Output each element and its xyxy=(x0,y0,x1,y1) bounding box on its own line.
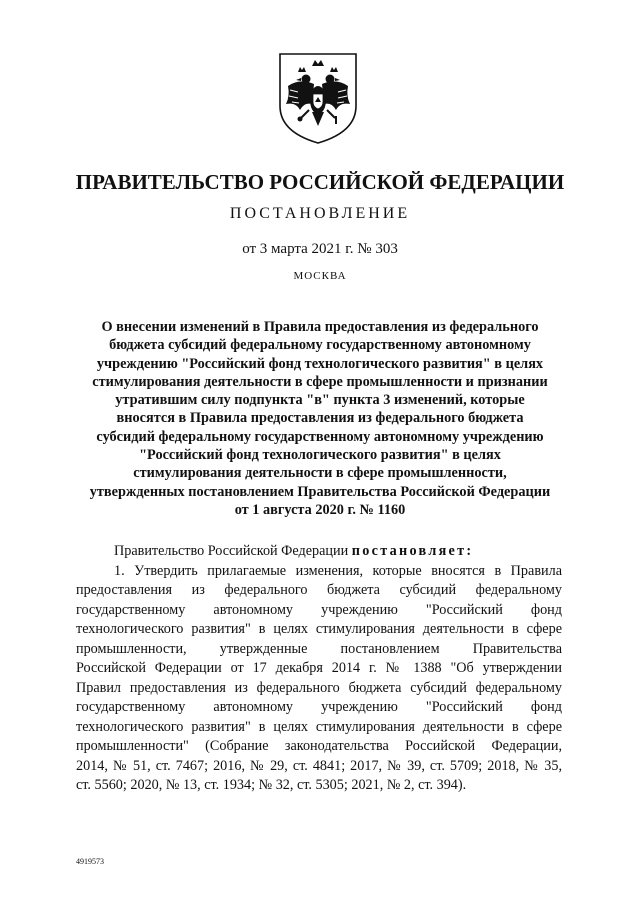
paragraph-line: Правил предоставления из федерального бюджета субсидий федеральному xyxy=(76,679,562,696)
subject-line: утратившим силу подпункта "в" пункта 3 изменений, которые xyxy=(115,392,525,409)
document-type: ПОСТАНОВЛЕНИЕ xyxy=(229,205,411,222)
subject-line: "Российский фонд технологического развития" в целях xyxy=(139,447,501,464)
document-city: МОСКВА xyxy=(293,270,347,282)
subject-line: субсидий федеральному государственному автономному учреждению xyxy=(96,428,544,445)
paragraph-line: 2014, № 51, ст. 7467; 2016, № 29, ст. 4841; 2017, № 39, ст. 5709; 2018, № 35, xyxy=(76,757,562,774)
intro-emphasis: постановляет: xyxy=(351,543,474,559)
subject-line: утвержденных постановлением Правительства Российской Федерации xyxy=(89,483,551,500)
paragraph-line: технологического развития" в целях стимулирования деятельности в сфере xyxy=(76,621,562,637)
double-headed-eagle-icon xyxy=(276,50,360,146)
subject-line: стимулирования деятельности в сфере промышленности и признании xyxy=(92,373,548,390)
paragraph-line: государственному автономному учреждению "Российский фонд xyxy=(76,601,562,618)
paragraph-line: промышленности" (Собрание законодательства Российской Федерации, xyxy=(76,738,562,754)
coat-of-arms-emblem xyxy=(276,50,360,146)
paragraph-line: ст. 5560; 2020, № 13, ст. 1934; № 32, ст. 5305; 2021, № 2, ст. 394). xyxy=(76,777,467,793)
subject-line: бюджета субсидий федеральному государственному автономному xyxy=(109,337,531,354)
subject-line: О внесении изменений в Правила предоставления из федерального xyxy=(101,319,539,335)
subject-line: учреждению "Российский фонд технологического развития" в целях xyxy=(96,355,544,372)
government-title: ПРАВИТЕЛЬСТВО РОССИЙСКОЙ ФЕДЕРАЦИИ xyxy=(75,170,565,194)
intro-line xyxy=(76,542,562,562)
paragraph-line: государственному автономному учреждению "Российский фонд xyxy=(76,699,562,715)
paragraph-line: 1. Утвердить прилагаемые изменения, которые вносятся в Правила xyxy=(114,562,562,579)
subject-line: вносятся в Правила предоставления из федерального бюджета xyxy=(116,410,524,427)
document-id: 4919573 xyxy=(76,857,104,866)
intro-text: Правительство Российской Федерации xyxy=(114,543,352,559)
paragraph-line: предоставления из федерального бюджета субсидий федеральному xyxy=(76,582,562,598)
subject-line: стимулирования деятельности в сфере промышленности, xyxy=(133,465,507,482)
paragraph-line: Российской Федерации от 17 декабря 2014 г. № 1388 "Об утверждении xyxy=(76,660,562,676)
paragraph-line: промышленности, утвержденные постановлением Правительства xyxy=(76,640,562,657)
document-date-number: от 3 марта 2021 г. № 303 xyxy=(242,241,398,257)
document-body xyxy=(76,542,562,796)
paragraph-line: технологического развития" в целях стимулирования деятельности в сфере xyxy=(76,718,562,735)
document-subject xyxy=(62,318,578,519)
subject-line: от 1 августа 2020 г. № 1160 xyxy=(234,501,406,518)
